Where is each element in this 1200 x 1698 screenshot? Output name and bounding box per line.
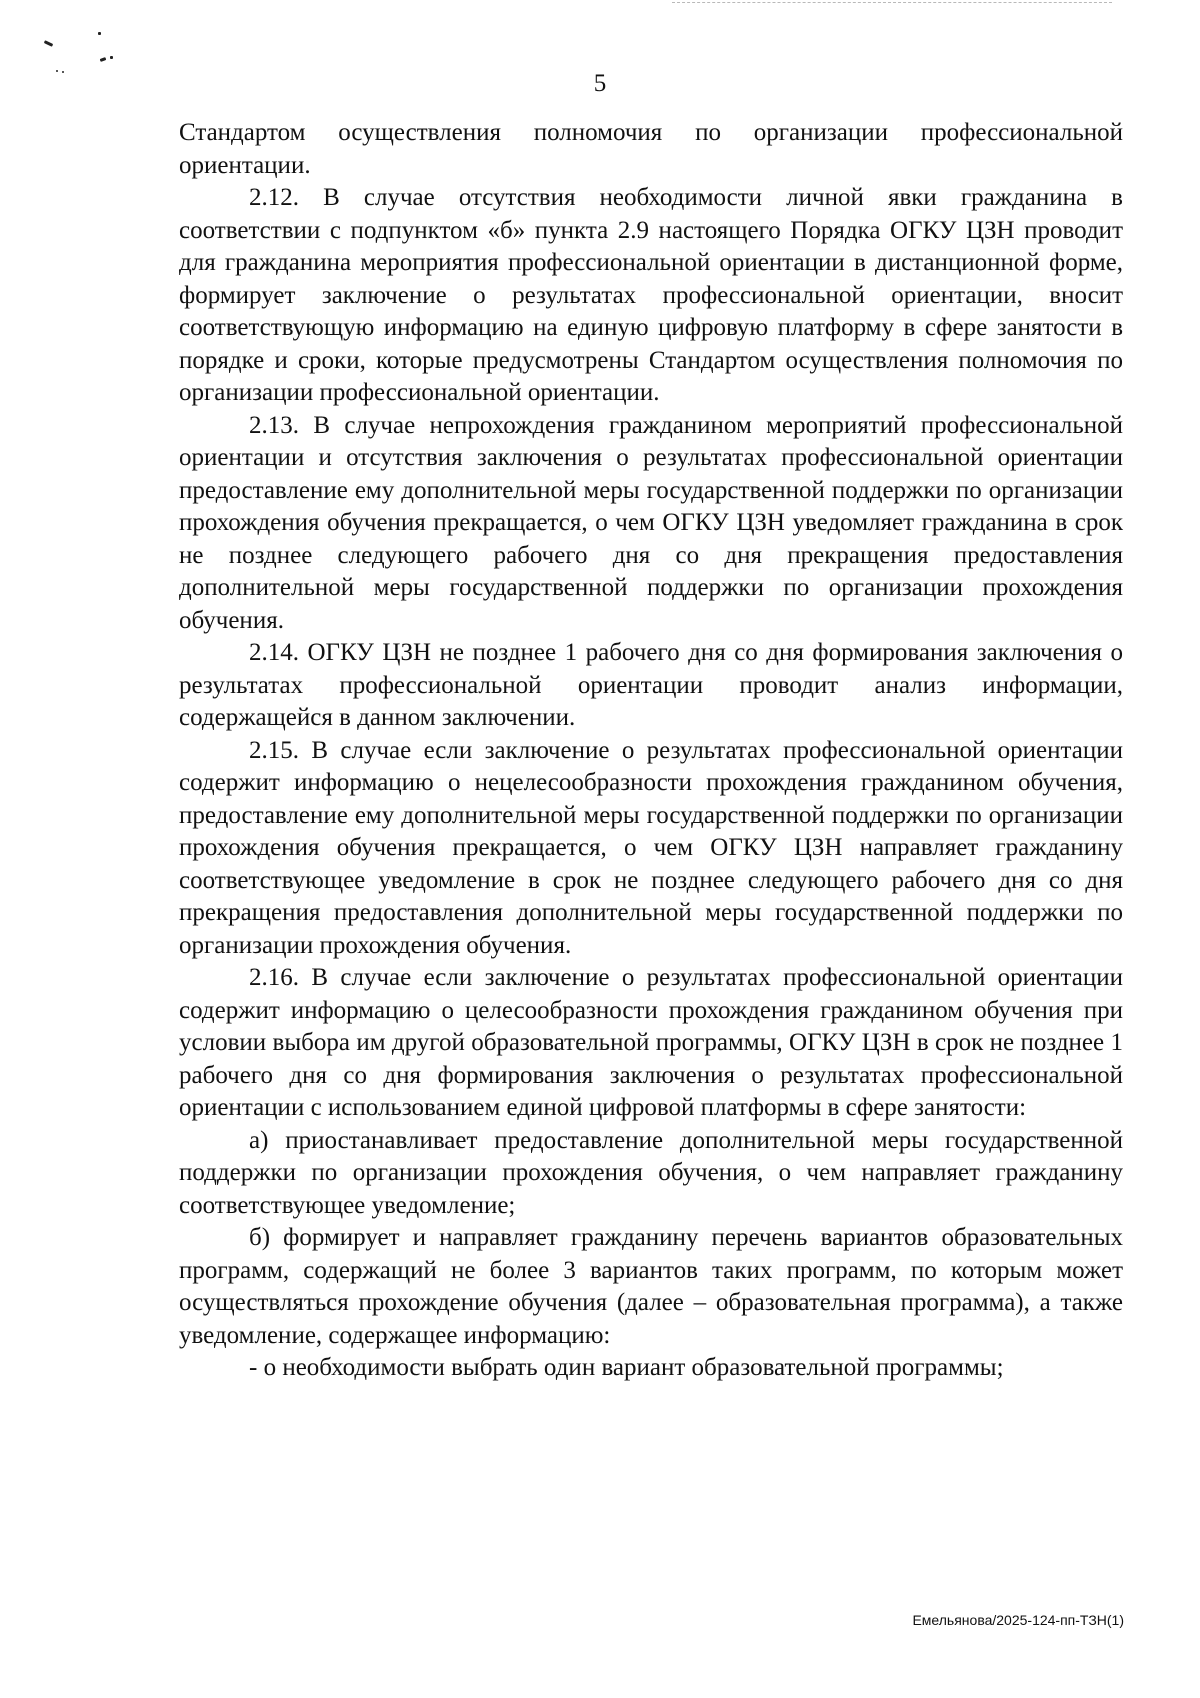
scan-speck [44,40,53,47]
footer-document-code: Емельянова/2025-124-пп-ТЗН(1) [912,1612,1124,1628]
top-edge-line [672,2,1112,4]
scan-speck [98,32,101,35]
list-item-dash: - о необходимости выбрать один вариант образовательной программы; [249,1354,1004,1381]
subitem-a: а) приостанавливает предоставление дополнительной меры государственной поддержки по организации прохождения обучения, о чем направляет гражданину соответствующее уведомление; [179,1126,1123,1219]
paragraph-2-13: 2.13. В случае непрохождения гражданином мероприятий профессиональной ориентации и отсутствия заключения о результатах профессиональной ориентации предоставление ему дополнительной меры государственной поддержки по организации прохождения обучения прекращается, о чем ОГКУ ЦЗН уведомляет гражданина в срок не позднее следующего рабочего дня со дня прекращения предоставления дополнительной меры государственной поддержки по организации прохождения обучения. [179,411,1123,634]
paragraph-continuation: Стандартом осуществления полномочия по организации профессиональной ориентации. [179,119,1123,179]
subitem-b: б) формирует и направляет гражданину перечень вариантов образовательных программ, содержащий не более 3 вариантов таких программ, по которым может осуществляться прохождение обучения (далее – образовательная программа), а также уведомление, содержащее информацию: [179,1224,1123,1349]
paragraph-2-14: 2.14. ОГКУ ЦЗН не позднее 1 рабочего дня со дня формирования заключения о результатах профессиональной ориентации проводит анализ информации, содержащейся в данном заключении. [179,639,1123,731]
paragraph-2-15: 2.15. В случае если заключение о результатах профессиональной ориентации содержит информацию о нецелесообразности прохождения гражданином обучения, предоставление ему дополнительной меры государственной поддержки по организации прохождения обучения прекращается, о чем ОГКУ ЦЗН направляет гражданину соответствующее уведомление в срок не позднее следующего рабочего дня со дня прекращения предоставления дополнительной меры государственной поддержки по организации прохождения обучения. [179,736,1123,959]
scan-speck [100,57,107,62]
paragraph-2-16: 2.16. В случае если заключение о результатах профессиональной ориентации содержит информацию о целесообразности прохождения гражданином обучения при условии выбора им другой образовательной программы, ОГКУ ЦЗН в срок не позднее 1 рабочего дня со дня формирования заключения о результатах профессиональной ориентации с использованием единой цифровой платформы в сфере занятости: [179,964,1123,1121]
paragraph-2-12: 2.12. В случае отсутствия необходимости личной явки гражданина в соответствии с подпунктом «б» пункта 2.9 настоящего Порядка ОГКУ ЦЗН проводит для гражданина мероприятия профессиональной ориентации в дистанционной форме, формирует заключение о результатах профессиональной ориентации, вносит соответствующую информацию на единую цифровую платформу в сфере занятости в порядке и сроки, которые предусмотрены Стандартом осуществления полномочия по организации профессиональной ориентации. [179,184,1123,406]
scan-speck [110,56,113,59]
document-body [179,117,1123,1385]
page-number: 5 [593,70,607,97]
